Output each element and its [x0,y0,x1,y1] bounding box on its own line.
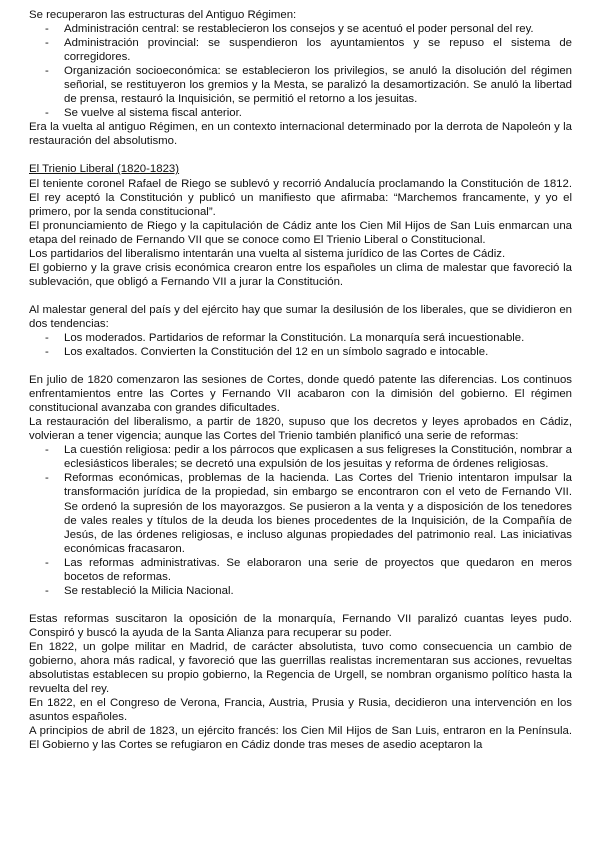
list-item: - Administración provincial: se suspendieron los ayuntamientos y se repuso el sistema de corregidores. [45,37,572,64]
list-item: - Las reformas administrativas. Se elaboraron una serie de proyectos que quedaron en meros bocetos de reformas. [45,556,572,583]
list-dash: - [45,23,49,36]
list-dash: - [45,346,49,359]
list-dash: - [45,37,49,50]
list-item: - La cuestión religiosa: pedir a los párrocos que explicasen a sus feligreses la Constitución, nombrar a eclesiásticos liberales; se decretó una expulsión de los jesuitas y reforma de órdenes religiosas. [45,444,572,471]
spacer [29,598,572,612]
list-item: - Se restableció la Milicia Nacional. [45,584,234,597]
division-intro: Al malestar general del país y del ejército hay que sumar la desilusión de los liberales, que se dividieron en dos tendencias: [29,303,572,330]
list-dash: - [45,472,49,485]
list-item: - Se vuelve al sistema fiscal anterior. [45,107,242,120]
list-dash: - [45,107,49,120]
tendencies-list [29,331,572,359]
cortes-paragraph: La restauración del liberalismo, a partir de 1820, supuso que los decretos y leyes aprobados en Cádiz, volvieran a tener vigencia; aunque las Cortes del Trienio también planificó una serie de reformas: [29,416,572,443]
trienio-heading: El Trienio Liberal (1820-1823) [29,163,180,176]
trienio-paragraph: Los partidarios del liberalismo intentarán una vuelta al sistema jurídico de las Cortes de Cádiz. [29,247,506,260]
list-dash: - [45,65,49,78]
closing-paragraph: Estas reformas suscitaron la oposición de la monarquía, Fernando VII paralizó cuantas leyes pudo. Conspiró y buscó la ayuda de la Santa Alianza para recuperar su poder. [29,612,572,639]
list-item: - Organización socioeconómica: se establecieron los privilegios, se anuló la disolución del régimen señorial, se restituyeron los gremios y la Mesta, se paralizó la desamortización. Se anuló la libertad de prensa, restauró la Inquisición, se permitió el retorno a los jesuitas. [45,65,572,106]
restoration-intro: Se recuperaron las estructuras del Antiguo Régimen: [29,9,297,21]
list-dash: - [45,556,49,569]
restoration-list [29,22,572,120]
list-item: - Reformas económicas, problemas de la hacienda. Las Cortes del Trienio intentaron impulsar la transformación jurídica de la propiedad, sin embargo se encontraron con el veto de Fernando VII. Se ordenó la supresión de los mayorazgos. Se pusieron a la venta y a disposición de los tenedores de vales reales y títulos de la deuda los bienes procedentes de la Inquisición, de la Compañía de Jesús, de las órdenes religiosas, e incluso algunas propiedades del patrimonio real. Las iniciativas económicas fracasaron. [45,472,572,555]
list-dash: - [45,444,49,457]
trienio-paragraph: El pronunciamiento de Riego y la capitulación de Cádiz ante los Cien Mil Hijos de San Luis enmarcan una etapa del reinado de Fernando VII que se conoce como El Trienio Liberal o Constitucional. [29,219,572,246]
list-dash: - [45,331,49,344]
closing-paragraph: A principios de abril de 1823, un ejército francés: los Cien Mil Hijos de San Luis, entraron en la Península. El Gobierno y las Cortes se refugiaron en Cádiz donde tras meses de asedio aceptaron la [29,725,572,752]
list-item: - Los exaltados. Convierten la Constitución del 12 en un símbolo sagrado e intocable. [45,346,489,359]
restoration-closing: Era la vuelta al antiguo Régimen, en un contexto internacional determinado por la derrota de Napoleón y la restauración del absolutismo. [29,121,572,148]
closing-paragraph: En 1822, en el Congreso de Verona, Francia, Austria, Prusia y Rusia, decidieron una intervención en los asuntos españoles. [29,697,572,724]
list-item: - Los moderados. Partidarios de reformar la Constitución. La monarquía será incuestionable. [45,331,525,344]
list-item: - Administración central: se restablecieron los consejos y se acentuó el poder personal del rey. [45,23,534,36]
reforms-list [29,443,572,598]
spacer [29,148,572,162]
cortes-paragraph: En julio de 1820 comenzaron las sesiones de Cortes, donde quedó patente las diferencias. Los continuos enfrentamientos entre las Cortes y Fernando VII acabaron con la dimisión del gobierno. El régimen constitucional avanzaba con grandes dificultades. [29,374,572,415]
closing-paragraph: En 1822, un golpe militar en Madrid, de carácter absolutista, tuvo como consecuencia un cambio de gobierno, ahora más radical, y favoreció que las guerrillas realistas incrementaran sus acciones, revueltas absolutistas establecen su propio gobierno, la Regencia de Urgell, se nombran organismo político hasta la revuelta del rey. [29,640,572,696]
list-dash: - [45,584,49,597]
trienio-paragraph: El gobierno y la grave crisis económica crearon entre los españoles un clima de malestar que favoreció la sublevación, que obligó a Fernando VII a jurar la Constitución. [29,261,572,288]
spacer [29,289,572,303]
trienio-paragraph: El teniente coronel Rafael de Riego se sublevó y recorrió Andalucía proclamando la Constitución de 1812. El rey aceptó la Constitución y publicó un manifiesto que afirmaba: “Marchemos francamente, y yo el primero, por la senda constitucional”. [29,177,572,218]
spacer [29,359,572,373]
